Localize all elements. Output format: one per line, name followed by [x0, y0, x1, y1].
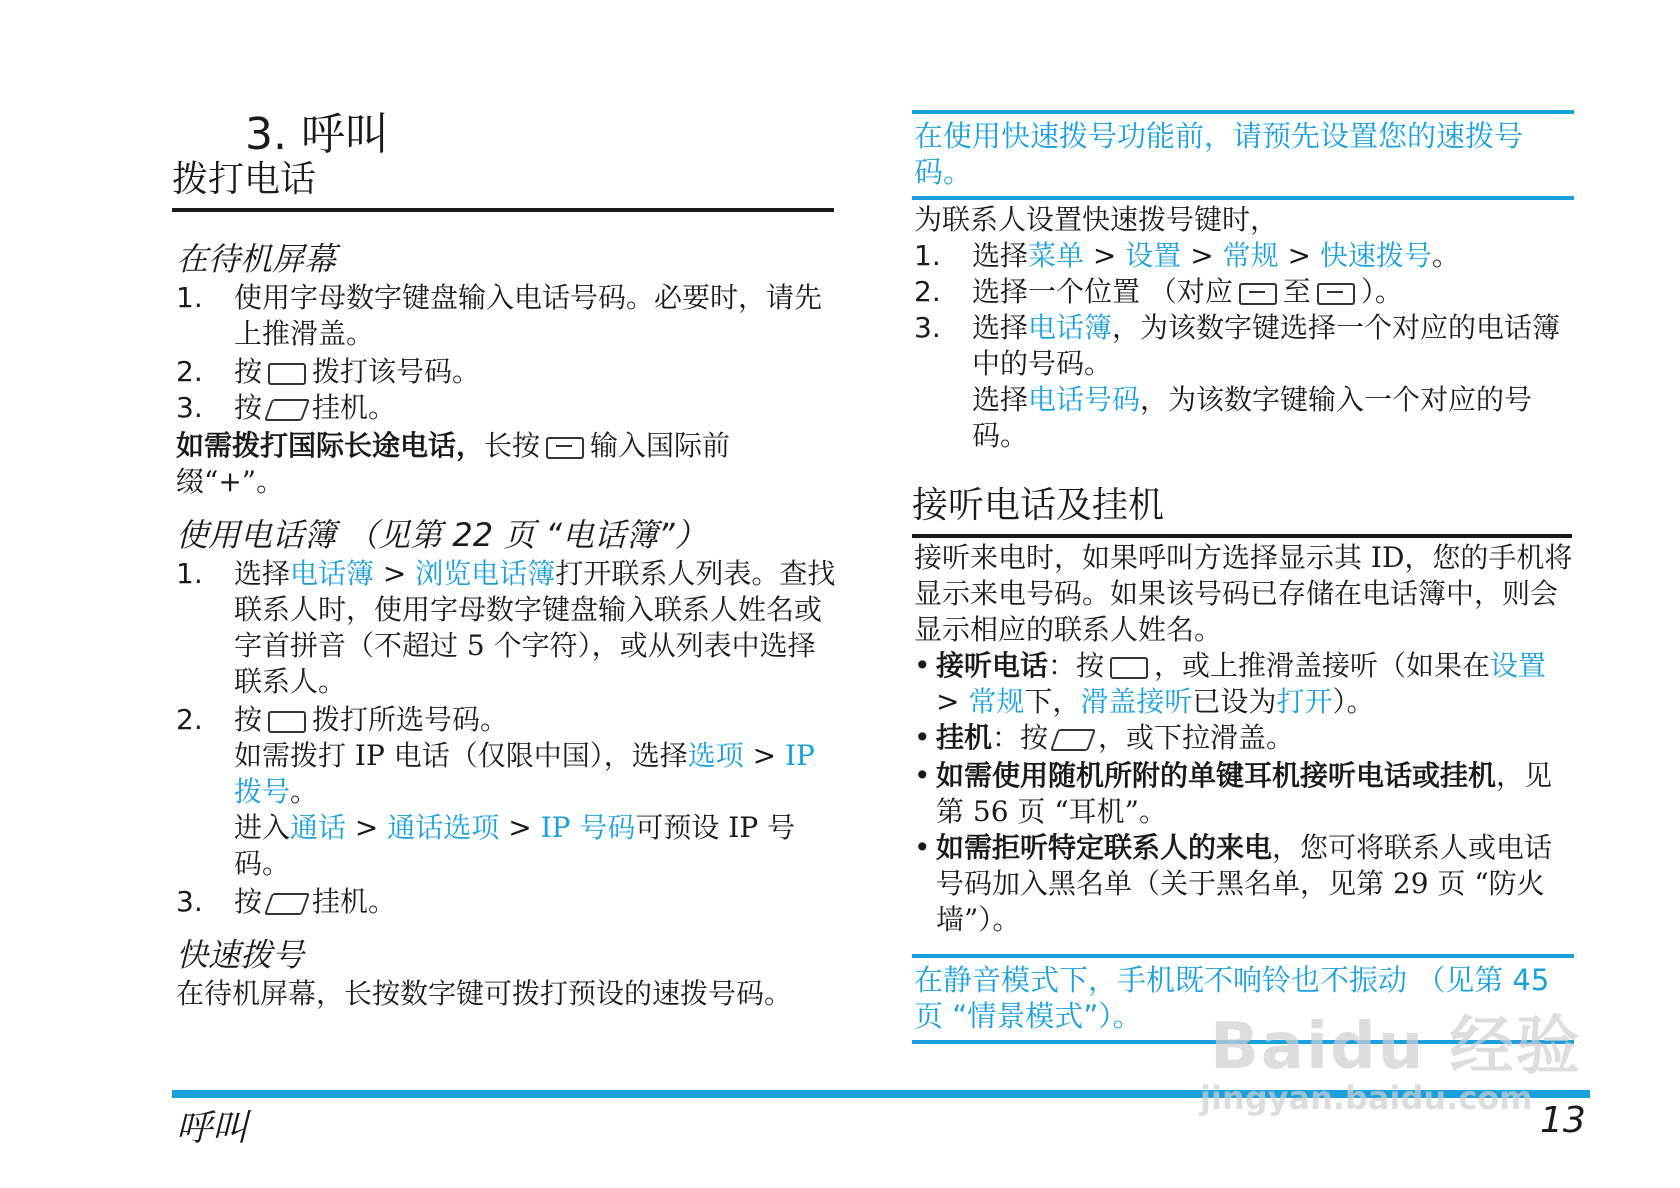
item-text	[972, 310, 1574, 454]
bullet-dot: •	[914, 831, 931, 864]
item-number: 3.	[176, 885, 203, 918]
list-item	[176, 390, 836, 426]
list-item	[914, 238, 1574, 274]
item-text-part: 选择	[972, 311, 1029, 344]
item-text-part: ，为该数字键输入一个对应的号码。	[972, 383, 1533, 452]
list-item	[176, 702, 836, 738]
bullet-bold: 接听电话	[936, 649, 1049, 682]
item-text-part: 按	[234, 355, 263, 388]
item-text-part: ）。	[1360, 275, 1403, 308]
hangup-key-icon	[264, 399, 310, 421]
bullet-part: ：按	[1048, 649, 1105, 682]
menu-ref-call: 通话	[290, 811, 347, 844]
menu-ref-menu: 菜单	[1028, 239, 1085, 272]
item-text	[234, 354, 836, 390]
menu-ref-phonebook: 电话簿	[1028, 311, 1113, 344]
ip-text: 如需拨打 IP 电话（仅限中国），选择	[234, 739, 688, 772]
item-number: 3.	[176, 391, 203, 424]
bullet-part: ）。	[1332, 685, 1375, 718]
answer-text: 接听来电时，如果呼叫方选择显示其 ID，您的手机将显示来电号码。如果该号码已存储在电话簿中，则会显示相应的联系人姓名。	[914, 541, 1573, 646]
note-silent-mode: 在静音模式下，手机既不响铃也不振动 （见第 45 页 “情景模式”）。	[912, 954, 1574, 1044]
section-title-answer: 接听电话及挂机	[912, 482, 1572, 538]
chapter-title: 3. 呼叫	[245, 109, 389, 160]
note-speed-dial: 在使用快速拨号功能前，请预先设置您的速拨号码。	[912, 110, 1574, 200]
separator: >	[499, 811, 541, 844]
list-item	[176, 556, 836, 700]
bullet-part: ，见第 56 页 “耳机”。	[936, 759, 1553, 828]
item-number: 2.	[176, 355, 203, 388]
zero-key-icon	[546, 437, 584, 459]
item-text	[234, 390, 836, 426]
menu-ref-general: 常规	[1222, 239, 1279, 272]
item-text-part: 至	[1282, 275, 1311, 308]
bullet-text	[936, 648, 1574, 720]
intl-text: 输入国际前缀“+”。	[176, 429, 731, 498]
list-item	[914, 274, 1574, 310]
bullet-text	[936, 830, 1574, 938]
menu-ref-call-options: 通话选项	[387, 811, 500, 844]
item-text	[972, 238, 1574, 274]
page-number: 13	[1540, 1100, 1586, 1141]
menu-ref-speed-dial: 快速拨号	[1319, 239, 1432, 272]
menu-ref-slide-answer: 滑盖接听	[1080, 685, 1193, 718]
preset-text: 可预设 IP 号码。	[234, 811, 796, 880]
item-text: 使用字母数字键盘输入电话号码。必要时，请先上推滑盖。	[234, 281, 823, 350]
item-text-part: 按	[234, 391, 263, 424]
item-number: 1.	[176, 281, 203, 314]
ip-preset-text	[234, 810, 836, 882]
item-text-part: 挂机。	[312, 391, 397, 424]
menu-ref-settings: 设置	[1125, 239, 1182, 272]
separator: >	[1084, 239, 1126, 272]
item-number: 1.	[176, 557, 203, 590]
watermark-brand: Baidu 经验	[1210, 1010, 1582, 1084]
separator: >	[374, 557, 416, 590]
bullet-text	[936, 758, 1574, 830]
bullet-text	[936, 720, 1574, 756]
item-text	[234, 884, 836, 920]
footer-section: 呼叫	[176, 1108, 249, 1149]
intl-bold: 如需拨打国际长途电话，	[176, 429, 485, 462]
list-item	[176, 280, 836, 352]
item-text-part: 挂机。	[312, 885, 397, 918]
intl-call-text	[176, 428, 836, 500]
list-item	[176, 354, 836, 390]
hangup-key-icon	[264, 893, 310, 915]
bullet-dot: •	[914, 721, 931, 754]
bullet-bold: 如需使用随机所附的单键耳机接听电话或挂机	[936, 759, 1497, 792]
item-number: 2.	[914, 275, 941, 308]
menu-ref-browse: 浏览电话簿	[415, 557, 556, 590]
menu-ref-settings: 设置	[1490, 649, 1547, 682]
section-title-make-call: 拨打电话	[172, 156, 834, 212]
bullet-item	[914, 720, 1574, 756]
subheading-speed-dial: 快速拨号	[176, 936, 305, 974]
bullet-item	[914, 648, 1574, 720]
item-text-part: 选择	[972, 239, 1029, 272]
separator: >	[743, 739, 785, 772]
item-text-part: 拨打所选号码。	[312, 703, 509, 736]
item-text-part: 选择	[234, 557, 291, 590]
item-text-part: 。	[1431, 239, 1460, 272]
separator: >	[936, 685, 969, 718]
call-key-icon	[268, 711, 306, 733]
item-number: 2.	[176, 703, 203, 736]
bullet-dot: •	[914, 759, 931, 792]
list-item	[914, 310, 1574, 454]
subheading-phonebook: 使用电话簿 （见第 22 页 “电话簿”）	[176, 516, 707, 554]
speed-dial-text: 在待机屏幕，长按数字键可拨打预设的速拨号码。	[176, 977, 793, 1010]
hangup-key-icon	[1050, 729, 1096, 751]
separator: >	[346, 811, 388, 844]
item-text-part: 选择	[972, 383, 1029, 416]
menu-ref-ip-number: IP 号码	[540, 811, 636, 844]
bullet-part: ，或下拉滑盖。	[1098, 721, 1295, 754]
call-key-icon	[1110, 657, 1148, 679]
bullet-part: ，您可将联系人或电话号码加入黑名单（关于黑名单，见第 29 页 “防火墙”）。	[936, 831, 1553, 936]
item-text	[234, 702, 836, 738]
item-text-part: 拨打该号码。	[312, 355, 481, 388]
menu-ref-ip-dial: IP 拨号	[234, 739, 815, 808]
bullet-bold: 挂机	[936, 721, 993, 754]
watermark-url: jingyan.baidu.com	[1200, 1079, 1533, 1117]
item-number: 1.	[914, 239, 941, 272]
item-text-part: 按	[234, 885, 263, 918]
bullet-part: ：按	[992, 721, 1049, 754]
separator: >	[1181, 239, 1223, 272]
two-key-icon	[1239, 283, 1277, 305]
item-text-part: 按	[234, 703, 263, 736]
item-text-part: ，为该数字键选择一个对应的电话簿中的号码。	[972, 311, 1561, 380]
bullet-part: 已设为	[1192, 685, 1277, 718]
menu-ref-phone-number: 电话号码	[1028, 383, 1141, 416]
separator: >	[1278, 239, 1320, 272]
bullet-part: ，或上推滑盖接听（如果在	[1154, 649, 1491, 682]
intl-text: 长按	[484, 429, 541, 462]
bullet-item	[914, 758, 1574, 830]
menu-ref-on: 打开	[1276, 685, 1333, 718]
item-text	[972, 274, 1574, 310]
menu-ref-options: 选项	[687, 739, 744, 772]
list-item	[176, 884, 836, 920]
bullet-item	[914, 830, 1574, 938]
ip-text: 。	[290, 775, 319, 808]
item-number: 3.	[914, 311, 941, 344]
nine-key-icon	[1317, 283, 1355, 305]
ip-call-text	[234, 738, 836, 810]
item-text	[234, 556, 836, 700]
bullet-dot: •	[914, 649, 931, 682]
menu-ref-general: 常规	[968, 685, 1025, 718]
menu-ref-phonebook: 电话簿	[290, 557, 375, 590]
subheading-idle: 在待机屏幕	[176, 240, 337, 278]
item-text-part: 选择一个位置 （对应	[972, 275, 1233, 308]
bullet-part: 下，	[1024, 685, 1081, 718]
speed-intro: 为联系人设置快速拨号键时，	[914, 203, 1279, 236]
preset-text: 进入	[234, 811, 291, 844]
call-key-icon	[268, 363, 306, 385]
baidu-watermark	[1200, 995, 1582, 1117]
bullet-bold: 如需拒听特定联系人的来电	[936, 831, 1273, 864]
item-text-part: 打开联系人列表。查找联系人时，使用字母数字键盘输入联系人姓名或字首拼音（不超过 5 个字符），或从列表中选择联系人。	[234, 557, 836, 698]
